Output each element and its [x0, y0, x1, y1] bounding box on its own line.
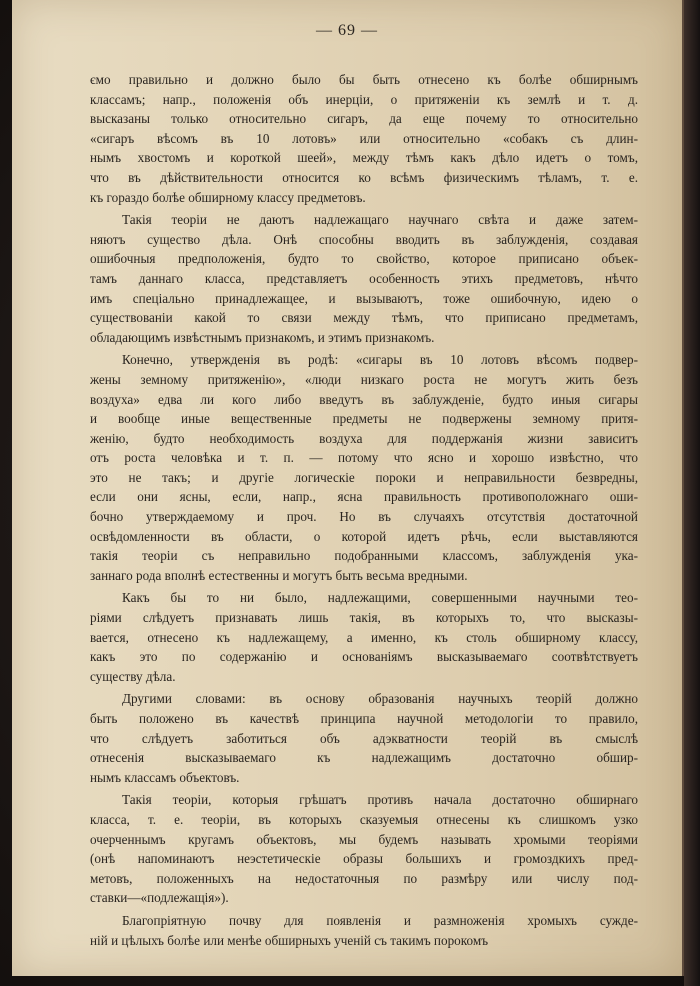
text-line: ній и цѣлыхъ болѣе или менѣе обширныхъ ученій съ такимъ порокомъ: [90, 932, 489, 948]
text-line: Благопріятную почву для появленія и размноженія хромыхъ сужде-: [122, 912, 638, 928]
text-line: вается, отнесено къ надлежащему, а именно, къ столь обширному классу,: [90, 629, 638, 645]
text-line: тамъ даннаго класса, представляетъ особенность этихъ предметовъ, нѣчто: [90, 270, 638, 286]
text-line: такія теоріи съ неправильно подобранными классомъ, заблужденія ука-: [90, 548, 638, 564]
text-line: бочно утверждаемому и проч. Но въ случаяхъ отсутствія достаточной: [90, 509, 638, 525]
text-line: имъ спеціально принадлежащее, и вызываютъ, тоже ошибочную, идею о: [90, 290, 638, 306]
body-text: [90, 70, 638, 950]
paragraph: [90, 911, 638, 950]
text-line: (онѣ напоминаютъ неэстетическіе образы большихъ и громоздкихъ пред-: [90, 851, 638, 867]
text-line: женію, будто необходимость воздуха для поддержанія жизни зависитъ: [90, 430, 638, 446]
text-line: и вообще иные вещественные предметы не подвержены земному притя-: [90, 411, 638, 427]
text-line: метовъ, положенныхъ на недостаточныя по размѣру или числу под-: [90, 870, 638, 886]
text-line: жены земному притяженію», «люди низкаго роста не могутъ жить безъ: [90, 371, 638, 387]
book-page: [12, 0, 684, 976]
paragraph: [90, 350, 638, 585]
text-line: воздуха» едва ли кого либо введутъ въ заблужденіе, будто иныя сигары: [90, 391, 638, 407]
paragraph: [90, 70, 638, 207]
text-line: быть положено въ качествѣ принципа научной методологіи то правило,: [90, 711, 638, 726]
text-line: классамъ; напр., положенія объ инерціи, о притяженіи къ землѣ и т. д.: [90, 91, 638, 107]
text-line: «сигаръ вѣсомъ въ 10 лотовъ» или относительно «собакъ съ длин-: [90, 130, 638, 146]
text-line: нымъ классамъ объектовъ.: [90, 769, 240, 785]
book-spine-edge: [684, 0, 700, 986]
text-line: ріями слѣдуетъ признавать лишь такія, въ которыхъ то, что высказы-: [90, 610, 638, 626]
text-line: очерченнымъ кругамъ объектовъ, мы будемъ называть хромыми теоріями: [90, 831, 638, 847]
text-line: высказаны только относительно сигаръ, да еще почему то относительно: [90, 111, 638, 127]
text-line: къ гораздо болѣе обширному классу предметовъ.: [90, 189, 366, 205]
text-line: ошибочныя предположенія, будто то свойство, которое приписано объек-: [90, 251, 638, 267]
text-line: если они ясны, если, напр., ясна правильность противоположнаго оши-: [90, 489, 638, 505]
paragraph: [90, 689, 638, 787]
text-line: отнесенія высказываемаго къ надлежащимъ достаточно обшир-: [90, 750, 638, 766]
text-line: ємо правильно и должно было бы быть отнесено къ болѣе обширнымъ: [90, 72, 638, 87]
text-line: что слѣдуетъ заботиться объ адэкватности теорій въ смыслѣ: [90, 730, 638, 746]
text-line: няютъ существо дѣла. Онѣ способны вводить въ заблужденія, создавая: [90, 231, 638, 247]
text-line: Какъ бы то ни было, надлежащими, совершенными научными тео-: [122, 590, 638, 606]
text-line: существованіи какой то связи между тѣмъ, что приписано предметамъ,: [90, 310, 638, 326]
paragraph: [90, 210, 638, 347]
text-line: обладающимъ извѣстнымъ признакомъ, и этимъ признакомъ.: [90, 329, 435, 345]
text-line: Такія теоріи не даютъ надлежащаго научнаго свѣта и даже затем-: [122, 212, 638, 228]
text-line: это не такъ; и другіе логическіе пороки и неправильности безвредны,: [90, 469, 638, 485]
text-line: нымъ хвостомъ и короткой шеей», между тѣмъ какъ дѣло идетъ о томъ,: [90, 150, 638, 166]
paragraph: [90, 790, 638, 908]
text-line: Такія теоріи, которыя грѣшатъ противъ начала достаточно обширнаго: [122, 792, 638, 808]
text-line: Другими словами: въ основу образованія научныхъ теорій должно: [122, 691, 638, 707]
text-line: Конечно, утвержденія въ родѣ: «сигары въ 10 лотовъ вѣсомъ подвер-: [122, 352, 638, 368]
text-line: какъ это по содержанію и основаніямъ высказываемаго соотвѣтствуетъ: [90, 649, 638, 665]
text-line: класса, т. е. теоріи, въ которыхъ сказуемыя отнесены къ слишкомъ узко: [90, 811, 638, 827]
page-number: — 69 —: [316, 22, 378, 39]
text-line: отъ роста человѣка и т. п. — потому что ясно и хорошо извѣстно, что: [90, 450, 638, 466]
text-line: что въ дѣйствительности относится ко всѣмъ физическимъ тѣламъ, т. е.: [90, 169, 638, 185]
text-line: заннаго рода вполнѣ естественны и могутъ быть весьма вредными.: [90, 567, 468, 583]
text-line: существу дѣла.: [90, 668, 176, 684]
text-line: освѣдомленности въ области, о которой идетъ рѣчь, если выставляются: [90, 528, 638, 544]
text-line: ставки—«подлежащія»).: [90, 890, 229, 906]
paragraph: [90, 588, 638, 686]
